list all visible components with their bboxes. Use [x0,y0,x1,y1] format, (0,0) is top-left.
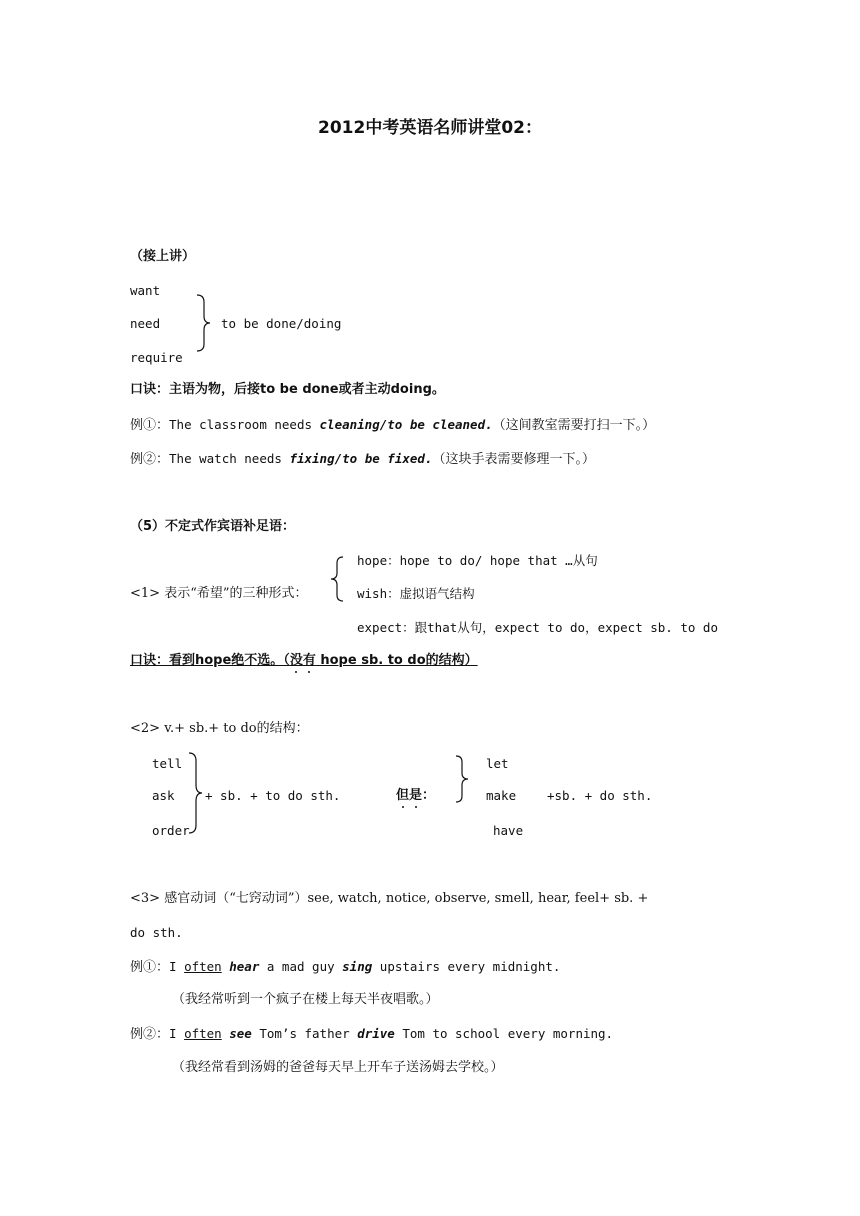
but-char-1: 但 [396,788,410,803]
example-1-text: The classroom needs [169,417,320,432]
section-2-heading: <2> v.+ sb.+ to do的结构： [130,721,309,736]
group1-result: to be done/doing [221,316,342,331]
verb-make: make [486,788,517,803]
rhyme-2-dot-char-1: 没 [289,653,303,668]
right-brace-icon [195,294,215,352]
expect-line: expect：跟that从句，expect to do，expect sb. to do [357,620,718,635]
example-2-translation: （这块手表需要修理一下。） [432,452,595,467]
right-brace-icon [454,755,472,803]
verb-let: let [486,756,509,771]
rhyme-1: 口诀：主语为物，后接to be done或者主动doing。 [130,382,445,397]
verb-have: have [493,823,524,838]
example-2-text: The watch needs [169,451,290,466]
verb-need: need [130,316,161,331]
left-result: + sb. + to do sth. [205,788,341,803]
example-3-end: upstairs every midnight. [372,959,561,974]
example-3-sing: sing [342,959,373,974]
example-3-prefix: 例①： [130,960,170,975]
page-title: 2012中考英语名师讲堂02： [318,118,542,138]
example-1-translation: （这间教室需要打扫一下。） [492,418,656,433]
example-2-emphasis: fixing/to be fixed. [289,451,433,466]
rhyme-2-part2: hope sb. to do的结构） [315,653,478,668]
but-label [396,788,435,804]
right-brace-icon [187,752,207,834]
section-3-line-1: <3> 感官动词（“七窍动词”）see, watch, notice, observe, smell, hear, feel+ sb. + [130,891,649,906]
verb-require: require [130,350,183,365]
verb-ask: ask [152,788,175,803]
verb-want: want [130,283,161,298]
rhyme-2-part1: 口诀：看到hope绝不选。（ [130,653,290,668]
example-4-end: Tom to school every morning. [394,1026,614,1041]
wish-line: wish：虚拟语气结构 [357,586,475,601]
example-4-word-i: I [169,1026,185,1041]
example-3-middle: a mad guy [259,959,343,974]
but-colon: ： [422,788,436,803]
but-char-2: 是 [409,788,423,803]
example-2 [130,451,595,468]
left-brace-icon [329,556,347,602]
continue-label: （接上讲） [130,249,196,264]
example-4-drive: drive [357,1026,395,1041]
example-3-word-i: I [169,959,185,974]
section-5-heading: （5）不定式作宾语补足语： [130,519,296,534]
rhyme-2 [130,653,478,669]
section-3-line-2: do sth. [130,925,183,940]
example-4-prefix: 例②： [130,1027,170,1042]
example-1-prefix: 例①： [130,418,170,433]
example-4 [130,1026,613,1043]
example-3-translation: （我经常听到一个疯子在楼上每天半夜唱歌。） [172,992,439,1007]
example-2-prefix: 例②： [130,452,170,467]
example-3-often: often [184,959,222,974]
rhyme-2-dot-char-2: 有 [302,653,316,668]
example-1-emphasis: cleaning/to be cleaned. [319,417,493,432]
example-4-middle: Tom’s father [251,1026,358,1041]
example-3 [130,959,560,976]
example-1 [130,417,655,434]
hope-label: <1> 表示“希望”的三种形式： [130,586,308,601]
example-3-hear: hear [229,959,260,974]
verb-order: order [152,823,190,838]
example-4-translation: （我经常看到汤姆的爸爸每天早上开车子送汤姆去学校。） [172,1060,504,1075]
verb-tell: tell [152,756,183,771]
example-4-see: see [229,1026,252,1041]
right-result: +sb. + do sth. [547,788,653,803]
hope-line: hope：hope to do/ hope that …从句 [357,553,598,568]
example-4-often: often [184,1026,222,1041]
